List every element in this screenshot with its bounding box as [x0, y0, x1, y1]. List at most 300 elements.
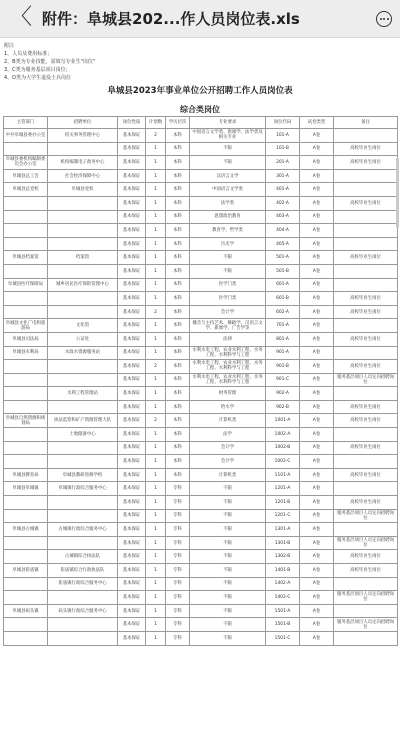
- table-cell: [48, 536, 118, 550]
- table-cell: 基本保证: [118, 360, 146, 374]
- table-cell: 基本保证: [118, 496, 146, 510]
- table-cell: 基本保证: [118, 509, 146, 523]
- table-cell: 本科: [166, 251, 190, 265]
- table-cell: 1002-C: [266, 455, 300, 469]
- table-cell: 播音与主持艺术、舞蹈学、汉语言文学、新闻学、广告学等: [190, 319, 266, 333]
- table-cell: 基本保证: [118, 169, 146, 183]
- table-cell: 基本保证: [118, 292, 146, 306]
- table-row[interactable]: [4, 292, 398, 306]
- table-row[interactable]: [4, 332, 398, 346]
- table-cell: 基本保证: [118, 428, 146, 442]
- table-row[interactable]: [4, 346, 398, 360]
- table-cell: 403-A: [266, 210, 300, 224]
- table-cell: 不限: [190, 536, 266, 550]
- table-cell: [334, 387, 398, 401]
- table-cell: 本科: [166, 196, 190, 210]
- table-cell: 本科: [166, 441, 190, 455]
- table-cell: 专科: [166, 536, 190, 550]
- table-cell: [4, 387, 48, 401]
- table-cell: 基本保证: [118, 332, 146, 346]
- table-row[interactable]: [4, 237, 398, 251]
- table-row[interactable]: [4, 577, 398, 591]
- table-row[interactable]: [4, 319, 398, 333]
- table-cell: [334, 237, 398, 251]
- column-header: 计划数: [146, 117, 166, 129]
- table-cell: 1: [146, 169, 166, 183]
- table-cell: 阜城县文化广电和旅游局: [4, 319, 48, 333]
- table-cell: 本科: [166, 129, 190, 143]
- spreadsheet-view[interactable]: [0, 38, 400, 747]
- table-cell: 阜城县党校: [48, 183, 118, 197]
- table-row[interactable]: [4, 400, 398, 414]
- table-cell: A卷: [300, 169, 334, 183]
- table-cell: 1: [146, 523, 166, 537]
- table-cell: A卷: [300, 224, 334, 238]
- table-cell: 基本保证: [118, 196, 146, 210]
- table-cell: A卷: [300, 564, 334, 578]
- table-cell: 基本保证: [118, 305, 146, 319]
- table-cell: 不限: [190, 550, 266, 564]
- table-cell: 301-A: [266, 169, 300, 183]
- table-cell: 文化馆: [48, 319, 118, 333]
- table-row[interactable]: [4, 264, 398, 278]
- table-cell: A卷: [300, 536, 334, 550]
- table-cell: 1301-B: [266, 536, 300, 550]
- table-row[interactable]: [4, 482, 398, 496]
- table-cell: [334, 455, 398, 469]
- table-cell: 本科: [166, 387, 190, 401]
- table-cell: 1: [146, 278, 166, 292]
- table-cell: [4, 142, 48, 156]
- table-cell: [4, 360, 48, 374]
- table-cell: [334, 129, 398, 143]
- table-cell: A卷: [300, 319, 334, 333]
- table-cell: 医学门类: [190, 278, 266, 292]
- table-cell: A卷: [300, 577, 334, 591]
- table-cell: 高校毕业生岗位: [334, 360, 398, 374]
- table-cell: A卷: [300, 278, 334, 292]
- table-cell: A卷: [300, 196, 334, 210]
- table-cell: 不限: [190, 564, 266, 578]
- table-cell: 本科: [166, 319, 190, 333]
- table-cell: 基本保证: [118, 237, 146, 251]
- table-cell: [334, 346, 398, 360]
- table-cell: 1: [146, 196, 166, 210]
- back-arrow-icon[interactable]: 〈: [9, 5, 32, 30]
- table-cell: 本科: [166, 264, 190, 278]
- table-cell: [334, 183, 398, 197]
- table-cell: 阜城县司法局: [4, 332, 48, 346]
- table-cell: 基本保证: [118, 441, 146, 455]
- table-cell: 基本保证: [118, 618, 146, 632]
- column-header: 专业要求: [190, 117, 266, 129]
- table-cell: 服务基层项目人员定向招聘岗位: [334, 509, 398, 523]
- table-cell: 高校毕业生岗位: [334, 292, 398, 306]
- table-cell: 本科: [166, 414, 190, 428]
- table-cell: 1501-B: [266, 618, 300, 632]
- table-cell: 402-A: [266, 196, 300, 210]
- table-cell: 高校毕业生岗位: [334, 142, 398, 156]
- table-cell: [48, 618, 118, 632]
- table-cell: A卷: [300, 414, 334, 428]
- table-cell: 阜城县委机构编制委员会办公室: [4, 156, 48, 170]
- table-cell: A卷: [300, 550, 334, 564]
- table-cell: 中国语言文学类、新闻学、法学类及相关专业: [190, 129, 266, 143]
- table-row[interactable]: [4, 536, 398, 550]
- table-row[interactable]: [4, 468, 398, 482]
- table-cell: 崔庙镇行政综合服务中心: [48, 577, 118, 591]
- table-cell: A卷: [300, 156, 334, 170]
- table-cell: A卷: [300, 468, 334, 482]
- table-cell: A卷: [300, 428, 334, 442]
- table-cell: 基本保证: [118, 455, 146, 469]
- table-row[interactable]: [4, 224, 398, 238]
- table-cell: 本科: [166, 332, 190, 346]
- table-cell: A卷: [300, 346, 334, 360]
- table-cell: 基本保证: [118, 577, 146, 591]
- table-row[interactable]: [4, 360, 398, 374]
- table-cell: 本科: [166, 169, 190, 183]
- table-cell: [4, 631, 48, 645]
- vertical-scrollbar[interactable]: [396, 158, 399, 228]
- table-cell: A卷: [300, 591, 334, 605]
- table-cell: 1: [146, 183, 166, 197]
- table-cell: 机构编制电子政务中心: [48, 156, 118, 170]
- table-cell: 古城镇行政综合服务中心: [48, 523, 118, 537]
- table-row[interactable]: [4, 604, 398, 618]
- table-cell: 1: [146, 509, 166, 523]
- table-cell: 1: [146, 346, 166, 360]
- table-cell: A卷: [300, 183, 334, 197]
- table-row[interactable]: [4, 387, 398, 401]
- table-cell: 1: [146, 156, 166, 170]
- table-cell: 阜城县教育局: [4, 468, 48, 482]
- table-cell: 基本保证: [118, 129, 146, 143]
- table-cell: [4, 441, 48, 455]
- table-cell: 本科: [166, 278, 190, 292]
- table-cell: [4, 237, 48, 251]
- table-cell: 1: [146, 550, 166, 564]
- table-cell: [4, 373, 48, 387]
- table-cell: 基本保证: [118, 604, 146, 618]
- table-cell: 不限: [190, 264, 266, 278]
- table-cell: 不限: [190, 523, 266, 537]
- table-cell: 基本保证: [118, 210, 146, 224]
- table-cell: 基本保证: [118, 264, 146, 278]
- table-cell: 1401-B: [266, 564, 300, 578]
- table-cell: [334, 523, 398, 537]
- table-cell: 基本保证: [118, 387, 146, 401]
- table-cell: 机关事务管理中心: [48, 129, 118, 143]
- table-cell: 本科: [166, 183, 190, 197]
- table-cell: [48, 496, 118, 510]
- table-cell: 1: [146, 387, 166, 401]
- note-line: 3、C类为服务基层项目岗位；: [4, 67, 71, 73]
- table-row[interactable]: [4, 414, 398, 428]
- table-cell: 1002-A: [266, 428, 300, 442]
- table-cell: [334, 169, 398, 183]
- table-cell: 基本保证: [118, 142, 146, 156]
- table-cell: [4, 224, 48, 238]
- table-cell: 中共阜城县委办公室: [4, 129, 48, 143]
- table-cell: 会计学: [190, 455, 266, 469]
- table-cell: 本科: [166, 142, 190, 156]
- table-header-row: [4, 117, 398, 129]
- table-row[interactable]: [4, 142, 398, 156]
- table-cell: 1201-B: [266, 496, 300, 510]
- table-cell: [4, 509, 48, 523]
- table-cell: A卷: [300, 509, 334, 523]
- table-cell: 401-A: [266, 183, 300, 197]
- table-cell: A卷: [300, 631, 334, 645]
- table-cell: 601-B: [266, 292, 300, 306]
- table-cell: 专科: [166, 618, 190, 632]
- table-cell: 1: [146, 441, 166, 455]
- table-cell: 1: [146, 400, 166, 414]
- more-options-icon[interactable]: [376, 11, 392, 27]
- table-cell: 405-A: [266, 237, 300, 251]
- table-cell: 本科: [166, 400, 190, 414]
- table-cell: 高校毕业生岗位: [334, 332, 398, 346]
- note-line: 附注: [4, 43, 15, 49]
- table-cell: 1201-A: [266, 482, 300, 496]
- table-cell: [4, 428, 48, 442]
- table-cell: 1: [146, 319, 166, 333]
- column-header: 岗位代码: [266, 117, 300, 129]
- table-cell: 901-C: [266, 373, 300, 387]
- table-row[interactable]: [4, 455, 398, 469]
- table-cell: 1: [146, 210, 166, 224]
- table-cell: 基本保证: [118, 482, 146, 496]
- table-cell: 不限: [190, 482, 266, 496]
- table-cell: A卷: [300, 387, 334, 401]
- table-cell: 1: [146, 332, 166, 346]
- table-cell: 1: [146, 373, 166, 387]
- table-cell: 基本保证: [118, 414, 146, 428]
- table-cell: 法律: [190, 332, 266, 346]
- table-row[interactable]: [4, 251, 398, 265]
- table-cell: [4, 618, 48, 632]
- table-cell: 专科: [166, 631, 190, 645]
- table-cell: [334, 577, 398, 591]
- sheet-title: 阜城县2023年事业单位公开招聘工作人员岗位表: [107, 86, 293, 96]
- column-header: 学历层次: [166, 117, 190, 129]
- table-cell: 高校毕业生岗位: [334, 156, 398, 170]
- note-line: 2、B类为专业技能，需填写专业生"岗位": [4, 59, 96, 65]
- table-cell: [48, 441, 118, 455]
- table-cell: 高校毕业生岗位: [334, 305, 398, 319]
- table-cell: A卷: [300, 305, 334, 319]
- table-row[interactable]: [4, 428, 398, 442]
- table-row[interactable]: [4, 496, 398, 510]
- table-cell: 阜城县总工会: [4, 169, 48, 183]
- table-cell: [4, 305, 48, 319]
- table-cell: 601-A: [266, 278, 300, 292]
- table-cell: 不限: [190, 591, 266, 605]
- table-cell: A卷: [300, 237, 334, 251]
- table-cell: 不限: [190, 509, 266, 523]
- table-cell: [48, 210, 118, 224]
- table-cell: [48, 237, 118, 251]
- table-cell: 基本保证: [118, 224, 146, 238]
- title-bar: [0, 0, 400, 38]
- table-cell: [4, 577, 48, 591]
- table-cell: 阜城县码头镇: [4, 604, 48, 618]
- table-row[interactable]: [4, 618, 398, 632]
- table-cell: 阜城县水利局: [4, 346, 48, 360]
- table-row[interactable]: [4, 305, 398, 319]
- table-cell: 1: [146, 591, 166, 605]
- table-cell: 1: [146, 631, 166, 645]
- table-cell: [334, 631, 398, 645]
- table-cell: 阜城县档案馆: [4, 251, 48, 265]
- table-cell: 基本保证: [118, 536, 146, 550]
- table-cell: 高校毕业生岗位: [334, 251, 398, 265]
- table-cell: [4, 455, 48, 469]
- table-cell: 不限: [190, 251, 266, 265]
- table-cell: [4, 591, 48, 605]
- table-row[interactable]: [4, 373, 398, 387]
- table-cell: 专科: [166, 482, 190, 496]
- table-cell: 执法监察和矿产资源管理大队: [48, 414, 118, 428]
- table-cell: 教育学、哲学类: [190, 224, 266, 238]
- table-cell: 1: [146, 564, 166, 578]
- table-cell: 基本保证: [118, 523, 146, 537]
- table-row[interactable]: [4, 564, 398, 578]
- table-cell: 高校毕业生岗位: [334, 414, 398, 428]
- table-cell: 城乡居民医疗保险管理中心: [48, 278, 118, 292]
- table-row[interactable]: [4, 509, 398, 523]
- table-cell: 1001-A: [266, 414, 300, 428]
- table-cell: 思想政治教育: [190, 210, 266, 224]
- table-cell: [4, 210, 48, 224]
- table-cell: 本科: [166, 292, 190, 306]
- table-cell: 本科: [166, 156, 190, 170]
- table-row[interactable]: [4, 210, 398, 224]
- table-cell: 法学: [190, 428, 266, 442]
- table-cell: [48, 400, 118, 414]
- table-cell: 给水学: [190, 400, 266, 414]
- table-cell: 服务基层项目人员定向招聘岗位: [334, 536, 398, 550]
- table-cell: 会计学: [190, 305, 266, 319]
- table-cell: 本科: [166, 210, 190, 224]
- column-header: 备注: [334, 117, 398, 129]
- table-row[interactable]: [4, 523, 398, 537]
- table-cell: [48, 196, 118, 210]
- table-cell: 1: [146, 428, 166, 442]
- table-cell: 服务基层项目人员定向招聘岗位: [334, 591, 398, 605]
- table-cell: 历史学: [190, 237, 266, 251]
- table-cell: [48, 631, 118, 645]
- table-cell: A卷: [300, 400, 334, 414]
- table-cell: 基本保证: [118, 278, 146, 292]
- table-cell: [48, 305, 118, 319]
- table-cell: 本科: [166, 455, 190, 469]
- table-cell: 404-A: [266, 224, 300, 238]
- table-cell: 602-A: [266, 305, 300, 319]
- table-cell: 阜城县教研进修学校: [48, 468, 118, 482]
- table-cell: 阜城县崔庙镇: [4, 564, 48, 578]
- table-cell: 201-A: [266, 156, 300, 170]
- table-cell: 阜城县总党校: [4, 183, 48, 197]
- table-row[interactable]: [4, 441, 398, 455]
- table-cell: 501-B: [266, 264, 300, 278]
- table-cell: 1: [146, 468, 166, 482]
- table-cell: [334, 319, 398, 333]
- table-cell: 901-B: [266, 360, 300, 374]
- table-cell: 1: [146, 577, 166, 591]
- table-row[interactable]: [4, 591, 398, 605]
- note-line: 1、人员及费用标准；: [4, 51, 53, 57]
- table-cell: 2: [146, 129, 166, 143]
- note-line: 4、D类为大学生退役士兵岗位: [4, 75, 72, 81]
- table-cell: [48, 591, 118, 605]
- table-cell: 专科: [166, 591, 190, 605]
- table-cell: [4, 496, 48, 510]
- table-cell: 古城镇综合执法队: [48, 550, 118, 564]
- section-title: 综合类岗位: [180, 105, 220, 114]
- table-cell: 水利水电工程、农业水利工程、水务工程、水利科学与工程: [190, 346, 266, 360]
- table-cell: [48, 264, 118, 278]
- table-cell: 本科: [166, 224, 190, 238]
- table-cell: [48, 360, 118, 374]
- table-row[interactable]: [4, 183, 398, 197]
- table-cell: 汉语言文学: [190, 169, 266, 183]
- table-cell: 不限: [190, 577, 266, 591]
- table-cell: 901-A: [266, 346, 300, 360]
- column-header: 招聘单位: [48, 117, 118, 129]
- table-cell: 101-A: [266, 129, 300, 143]
- table-row[interactable]: [4, 169, 398, 183]
- table-cell: 基本保证: [118, 319, 146, 333]
- table-cell: 701-A: [266, 319, 300, 333]
- table-row[interactable]: [4, 631, 398, 645]
- table-cell: 码头镇行政综合服务中心: [48, 604, 118, 618]
- table-cell: 专科: [166, 550, 190, 564]
- table-cell: 土地储备中心: [48, 428, 118, 442]
- table-cell: 本科: [166, 237, 190, 251]
- table-row[interactable]: [4, 156, 398, 170]
- table-cell: 高校毕业生岗位: [334, 550, 398, 564]
- table-cell: 阜城县古城镇: [4, 523, 48, 537]
- table-row[interactable]: [4, 278, 398, 292]
- table-cell: 1302-B: [266, 550, 300, 564]
- table-cell: 本科: [166, 305, 190, 319]
- table-cell: 基本保证: [118, 631, 146, 645]
- table-cell: A卷: [300, 441, 334, 455]
- table-row[interactable]: [4, 196, 398, 210]
- table-cell: 水利水电工程、农业水利工程、水务工程、水利科学与工程: [190, 373, 266, 387]
- table-cell: [334, 604, 398, 618]
- table-cell: 高校毕业生岗位: [334, 400, 398, 414]
- table-row[interactable]: [4, 550, 398, 564]
- table-cell: 902-B: [266, 400, 300, 414]
- table-cell: 本科: [166, 428, 190, 442]
- table-cell: 不限: [190, 618, 266, 632]
- table-cell: 基本保证: [118, 400, 146, 414]
- table-row[interactable]: [4, 129, 398, 143]
- table-cell: 1: [146, 224, 166, 238]
- table-cell: 1: [146, 251, 166, 265]
- table-cell: 医学门类: [190, 292, 266, 306]
- table-cell: 基本保证: [118, 156, 146, 170]
- table-cell: [334, 482, 398, 496]
- table-cell: 高校毕业生岗位: [334, 496, 398, 510]
- table-cell: 1: [146, 618, 166, 632]
- table-cell: 不限: [190, 631, 266, 645]
- table-cell: 高校毕业生岗位: [334, 441, 398, 455]
- table-cell: [4, 264, 48, 278]
